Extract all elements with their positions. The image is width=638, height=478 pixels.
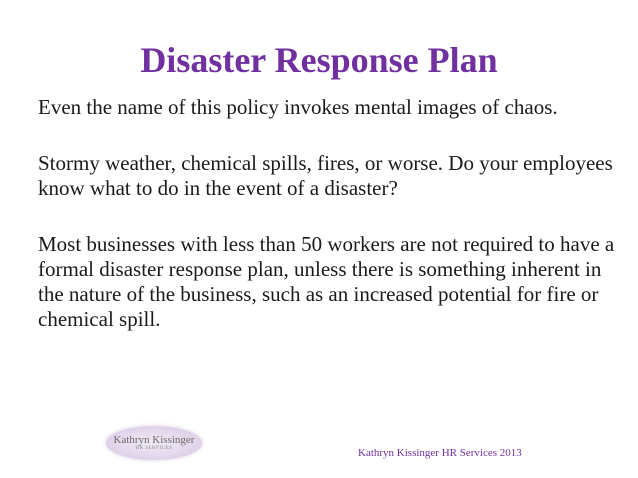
body-paragraph-1: Even the name of this policy invokes mental images of chaos. [38, 95, 558, 119]
body-paragraph-3: Most businesses with less than 50 workers are not required to have a formal disaster response plan, unless there is something inherent in the nature of the business, such as an increased potential for fire or chemical spill. [38, 232, 615, 331]
logo-name-text: Kathryn Kissinger [113, 434, 195, 446]
body-paragraph-2: Stormy weather, chemical spills, fires, or worse. Do your employees know what to do in the event of a disaster? [38, 151, 613, 200]
slide-body [38, 95, 618, 363]
slide-title: Disaster Response Plan [140, 40, 498, 80]
slide-footer: Kathryn Kissinger HR Services 2013 [358, 447, 522, 459]
logo-subtitle-text: HR SERVICES [135, 446, 173, 451]
company-logo [106, 424, 202, 462]
